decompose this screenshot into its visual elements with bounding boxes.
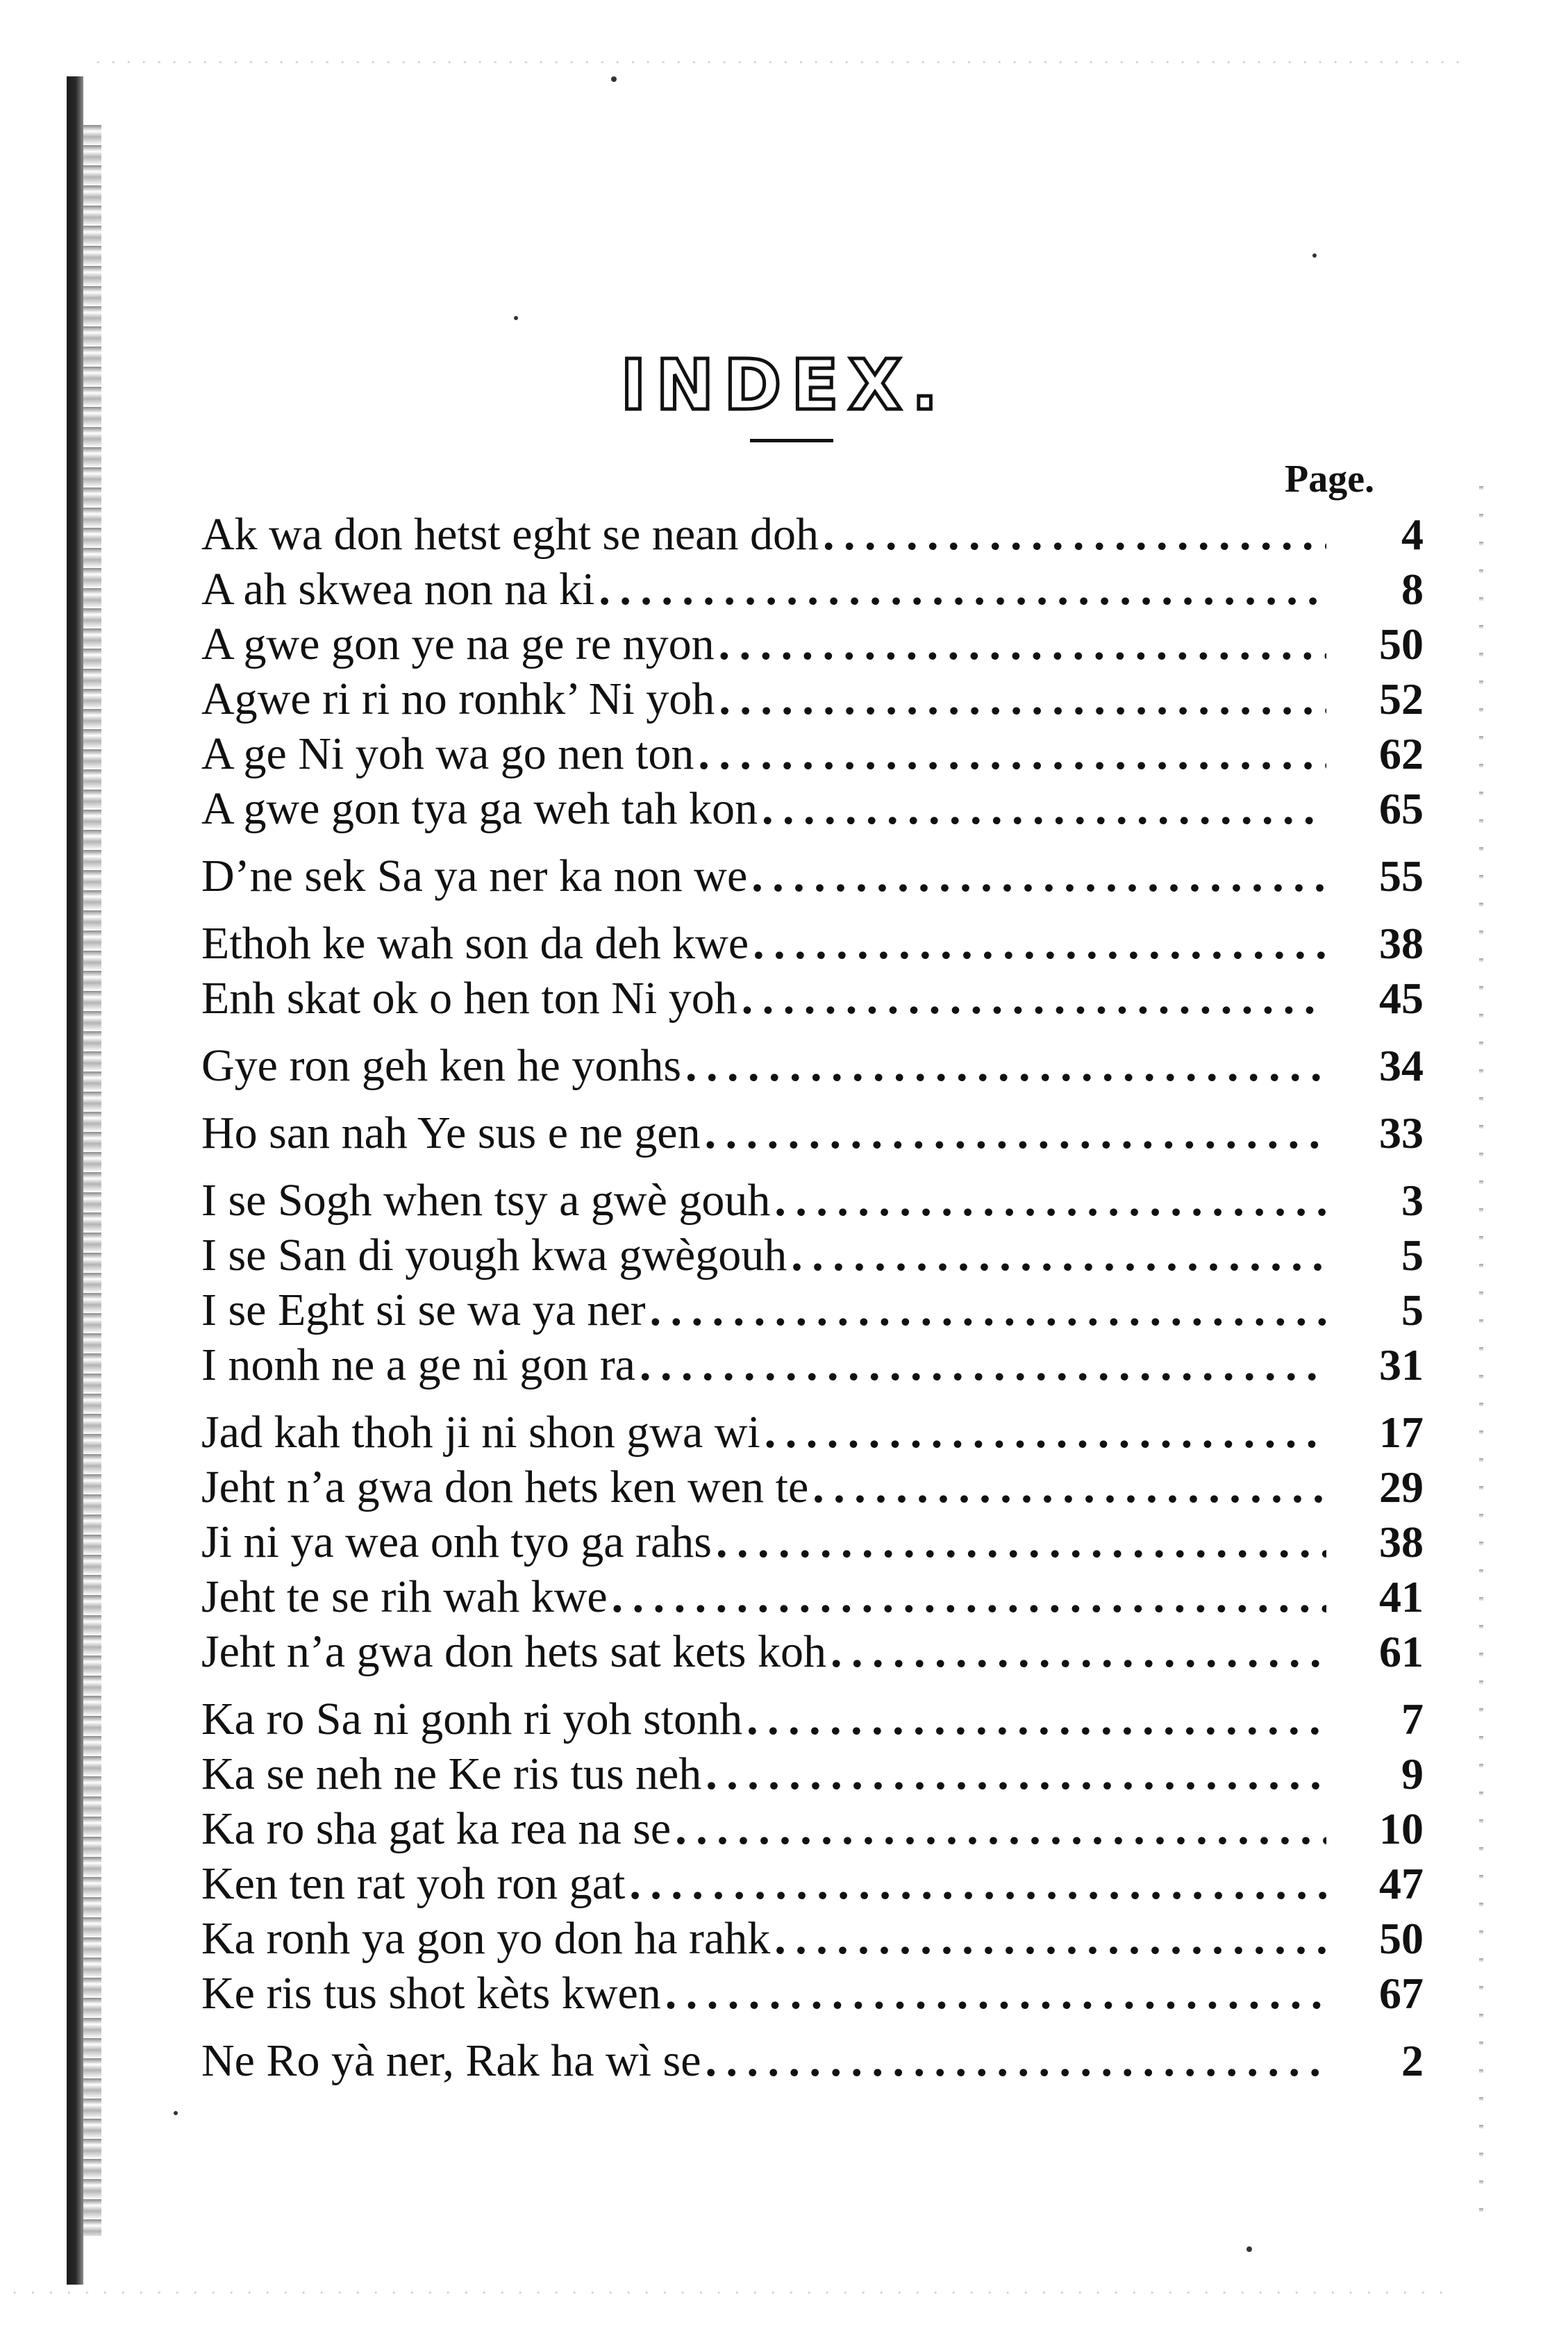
entry-title: I se San di yough kwa gwègouh [201, 1230, 787, 1280]
entry-title: Ka se neh ne Ke ris tus neh [201, 1749, 702, 1799]
entry-page-number: 55 [1379, 851, 1424, 901]
index-entry [201, 849, 1424, 903]
entry-title: Jeht n’a gwa don hets sat kets koh [201, 1626, 826, 1677]
entry-page-number: 38 [1379, 1517, 1424, 1567]
entry-page-number: 31 [1379, 1340, 1424, 1390]
index-entry [201, 1801, 1424, 1856]
entry-page-number: 5 [1401, 1285, 1424, 1335]
dot-leader [625, 1856, 1326, 1911]
entry-page-number: 50 [1379, 619, 1424, 669]
entry-title: Ak wa don hetst eght se nean doh [201, 509, 819, 560]
entry-title: Ke ris tus shot kèts kwen [201, 1968, 661, 2019]
entry-title: I se Eght si se wa ya ner [201, 1285, 646, 1335]
dot-leader [787, 1228, 1326, 1283]
page-column-label: Page. [1285, 458, 1375, 501]
dot-leader [737, 971, 1326, 1026]
entry-title: D’ne sek Sa ya ner ka non we [201, 851, 748, 901]
dot-leader [742, 1692, 1326, 1746]
dot-leader [760, 1405, 1326, 1460]
dot-leader [701, 2033, 1327, 2088]
dot-leader [701, 1106, 1326, 1160]
ink-speck [1246, 2246, 1252, 2252]
entry-title: A gwe gon ye na ge re nyon [201, 619, 715, 669]
index-entry [201, 1692, 1424, 1746]
entry-title: Enh skat ok o hen ton Ni yoh [201, 973, 737, 1024]
entry-page-number: 50 [1379, 1914, 1424, 1963]
entry-page-number: 2 [1401, 2036, 1424, 2085]
dot-leader [671, 1801, 1326, 1856]
entry-title: I nonh ne a ge ni gon ra [201, 1340, 635, 1390]
page-edge-marks [1479, 486, 1483, 2222]
index-entry [201, 781, 1424, 836]
index-entry [201, 1337, 1424, 1392]
dot-leader [749, 916, 1326, 971]
dot-leader [712, 1515, 1326, 1569]
entry-page-number: 9 [1401, 1749, 1424, 1799]
index-entry [201, 507, 1424, 562]
dot-leader [808, 1460, 1326, 1515]
entry-title: Ethoh ke wah son da deh kwe [201, 918, 749, 969]
entry-page-number: 7 [1401, 1694, 1424, 1744]
entry-page-number: 65 [1379, 784, 1424, 833]
entry-title: Ho san nah Ye sus e ne gen [201, 1108, 701, 1158]
dot-leader [646, 1283, 1326, 1337]
index-entries [201, 507, 1424, 2088]
index-entry [201, 1624, 1424, 1679]
index-entry [201, 1038, 1424, 1093]
index-entry [201, 1911, 1424, 1966]
index-entry [201, 671, 1424, 726]
dot-leader [770, 1911, 1326, 1966]
index-entry [201, 916, 1424, 971]
entry-title: A ah skwea non na ki [201, 564, 595, 615]
dot-leader [701, 1746, 1326, 1801]
ink-speck [514, 316, 518, 320]
index-entry [201, 726, 1424, 781]
entry-page-number: 52 [1379, 674, 1424, 724]
index-entry [201, 1856, 1424, 1911]
dot-leader [635, 1337, 1326, 1392]
dot-leader [758, 781, 1326, 836]
dot-leader [681, 1038, 1326, 1093]
index-entry [201, 1460, 1424, 1515]
top-edge-marks [97, 61, 1472, 63]
dot-leader [608, 1569, 1326, 1624]
entry-title: Ka ronh ya gon yo don ha rahk [201, 1913, 771, 1964]
ink-speck [611, 76, 617, 82]
dot-leader [819, 507, 1326, 562]
entry-title: Ne Ro yà ner, Rak ha wì se [201, 2035, 701, 2086]
index-entry [201, 1173, 1424, 1228]
entry-title: Jeht n’a gwa don hets ken wen te [201, 1462, 809, 1512]
entry-title: Jad kah thoh ji ni shon gwa wi [201, 1407, 760, 1458]
entry-title: A ge Ni yoh wa go nen ton [201, 728, 694, 779]
entry-page-number: 5 [1401, 1230, 1424, 1280]
index-entry [201, 1746, 1424, 1801]
entry-page-number: 10 [1379, 1804, 1424, 1853]
dot-leader [694, 726, 1326, 781]
index-entry [201, 2033, 1424, 2088]
entry-page-number: 41 [1379, 1572, 1424, 1621]
dot-leader [826, 1624, 1326, 1679]
entry-title: Agwe ri ri no ronhk’ Ni yoh [201, 674, 715, 724]
index-heading: INDEX. [620, 344, 948, 426]
entry-page-number: 45 [1379, 974, 1424, 1023]
entry-page-number: 17 [1379, 1408, 1424, 1457]
entry-page-number: 47 [1379, 1859, 1424, 1908]
entry-page-number: 67 [1379, 1969, 1424, 2018]
index-entry [201, 1405, 1424, 1460]
index-entry [201, 1106, 1424, 1160]
dot-leader [770, 1173, 1326, 1228]
index-entry [201, 1515, 1424, 1569]
ink-speck [1312, 253, 1317, 258]
heading-rule [750, 439, 833, 442]
entry-title: A gwe gon tya ga weh tah kon [201, 783, 758, 834]
dot-leader [747, 849, 1326, 903]
entry-title: Gye ron geh ken he yonhs [201, 1040, 682, 1091]
index-entry [201, 1966, 1424, 2021]
dot-leader [661, 1966, 1326, 2021]
entry-page-number: 29 [1379, 1462, 1424, 1512]
entry-title: Ka ro sha gat ka rea na se [201, 1803, 672, 1854]
entry-page-number: 34 [1379, 1041, 1424, 1090]
binding-edge-texture [83, 125, 101, 2236]
entry-title: Ji ni ya wea onh tyo ga rahs [201, 1517, 712, 1567]
entry-page-number: 8 [1401, 565, 1424, 614]
entry-title: Ka ro Sa ni gonh ri yoh stonh [201, 1694, 743, 1744]
entry-title: Jeht te se rih wah kwe [201, 1571, 608, 1622]
index-entry [201, 1228, 1424, 1283]
index-entry [201, 971, 1424, 1026]
dot-leader [594, 562, 1326, 617]
bottom-edge-marks [14, 2292, 1458, 2294]
entry-page-number: 61 [1379, 1627, 1424, 1676]
entry-page-number: 3 [1401, 1176, 1424, 1225]
entry-page-number: 62 [1379, 729, 1424, 778]
entry-page-number: 4 [1401, 510, 1424, 559]
entry-title: I se Sogh when tsy a gwè gouh [201, 1175, 771, 1226]
index-entry [201, 1569, 1424, 1624]
index-entry [201, 1283, 1424, 1337]
dot-leader [715, 617, 1326, 671]
ink-speck [174, 2111, 178, 2115]
entry-page-number: 38 [1379, 919, 1424, 968]
dot-leader [715, 671, 1326, 726]
entry-page-number: 33 [1379, 1108, 1424, 1158]
index-entry [201, 562, 1424, 617]
entry-title: Ken ten rat yoh ron gat [201, 1858, 626, 1909]
index-entry [201, 617, 1424, 671]
